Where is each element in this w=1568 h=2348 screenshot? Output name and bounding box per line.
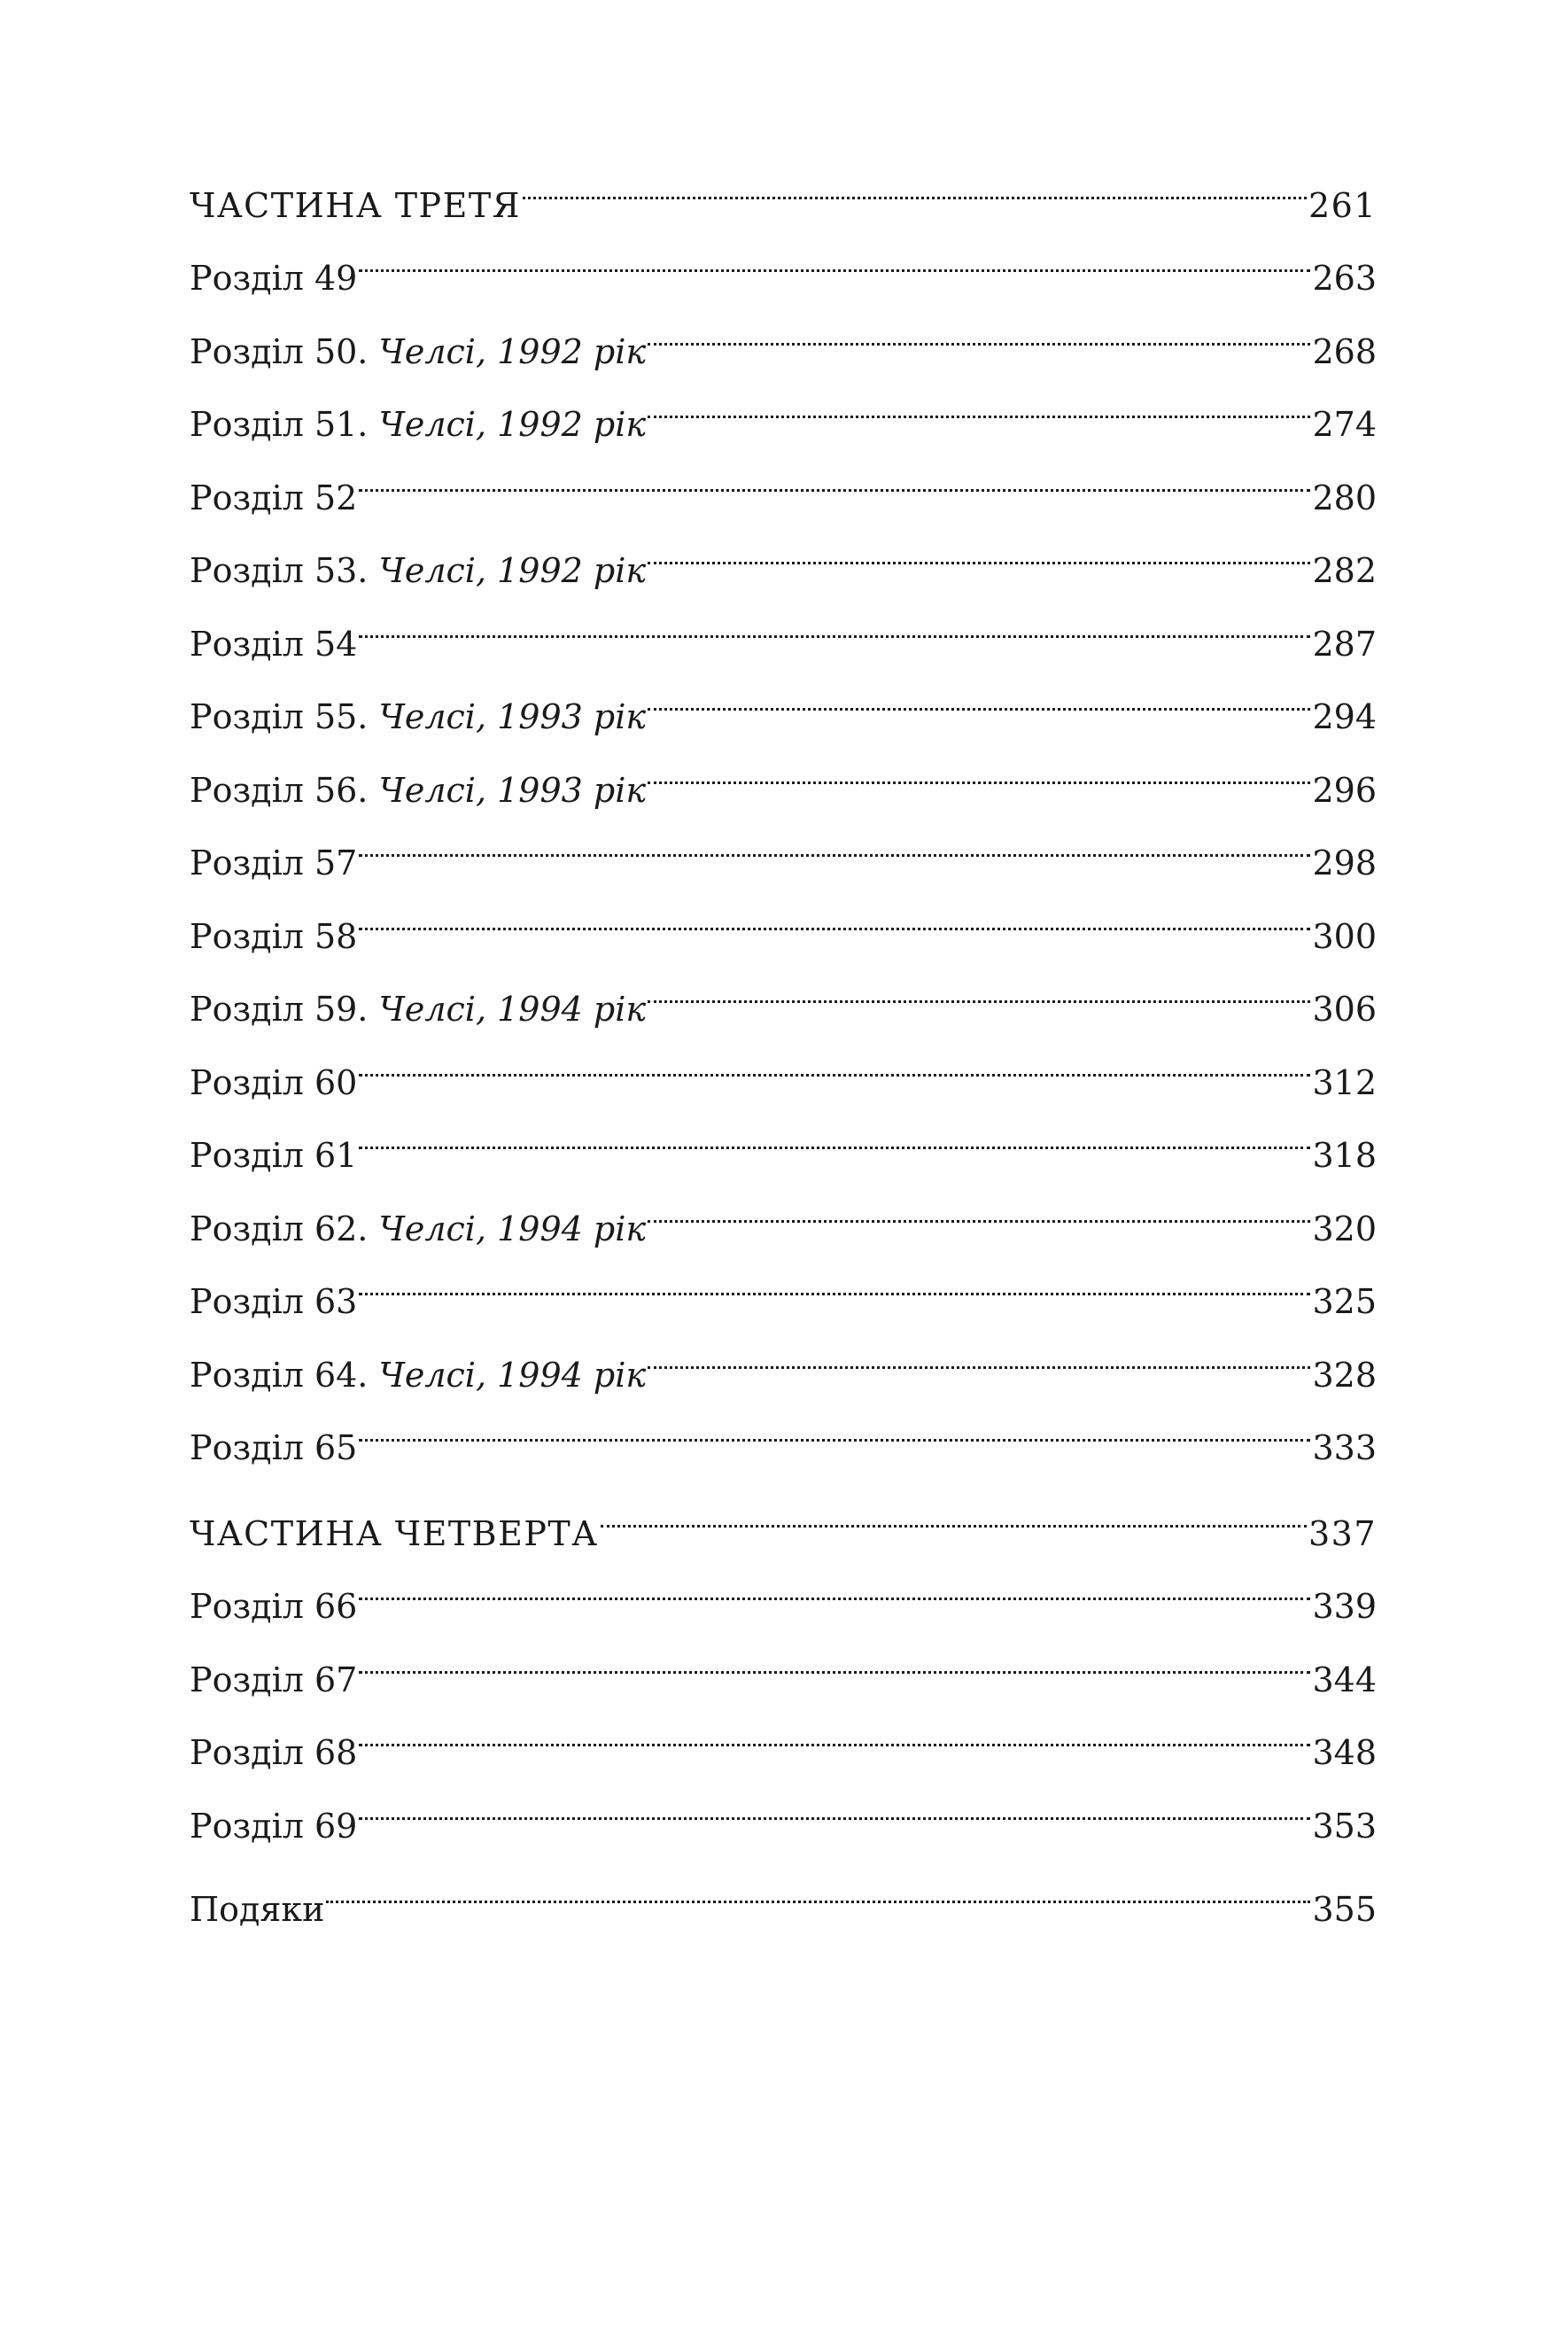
toc-entry-title: Розділ 55. Челсі, 1993 рік bbox=[190, 697, 647, 736]
toc-entry-title: Розділ 50. Челсі, 1992 рік bbox=[190, 331, 647, 371]
toc-entry-location: Челсі, 1994 рік bbox=[378, 990, 647, 1029]
toc-entry-page: 325 bbox=[1312, 1282, 1377, 1321]
toc-entry-chapter[interactable] bbox=[190, 656, 1377, 736]
toc-entry-chapter[interactable] bbox=[190, 1691, 1377, 1772]
dot-leader bbox=[359, 582, 1310, 656]
toc-entry-title: Розділ 69 bbox=[190, 1806, 358, 1846]
toc-entry-chapter[interactable] bbox=[190, 1387, 1377, 1467]
toc-entry-chapter[interactable] bbox=[190, 1094, 1377, 1175]
dot-leader bbox=[648, 948, 1310, 1022]
toc-entry-part[interactable] bbox=[190, 1472, 1377, 1553]
toc-entry-acknowledgements[interactable] bbox=[190, 1848, 1377, 1929]
toc-entry-title: Подяки bbox=[190, 1890, 325, 1929]
toc-entry-page: 298 bbox=[1312, 844, 1377, 882]
toc-entry-page: 296 bbox=[1312, 770, 1377, 810]
toc-entry-location: Челсі, 1992 рік bbox=[378, 405, 647, 444]
toc-entry-title: Розділ 67 bbox=[190, 1660, 358, 1699]
toc-entry-title: Розділ 52 bbox=[190, 478, 358, 517]
toc-entry-page: 339 bbox=[1312, 1587, 1377, 1626]
toc-entry-location: Челсі, 1992 рік bbox=[378, 331, 647, 371]
toc-entry-location: Челсі, 1992 рік bbox=[378, 551, 647, 590]
toc-entry-location: Челсі, 1994 рік bbox=[378, 1355, 647, 1395]
toc-entry-chapter[interactable] bbox=[190, 1764, 1377, 1846]
toc-entry-title: Розділ 61 bbox=[190, 1136, 358, 1175]
dot-leader bbox=[359, 1764, 1310, 1838]
dot-leader bbox=[648, 509, 1310, 583]
toc-entry-location: Челсі, 1994 рік bbox=[378, 1209, 647, 1248]
toc-entry-title: Розділ 64. Челсі, 1994 рік bbox=[190, 1355, 647, 1395]
toc-entry-chapter[interactable] bbox=[190, 1167, 1377, 1248]
dot-leader bbox=[648, 363, 1310, 437]
dot-leader bbox=[648, 728, 1310, 802]
toc-entry-page: 282 bbox=[1312, 551, 1377, 590]
toc-entry-page: 353 bbox=[1312, 1806, 1377, 1846]
toc-entry-title: Розділ 62. Челсі, 1994 рік bbox=[190, 1209, 647, 1248]
toc-entry-page: 261 bbox=[1308, 185, 1377, 225]
dot-leader bbox=[601, 1472, 1307, 1545]
toc-entry-page: 328 bbox=[1312, 1355, 1377, 1395]
toc-entry-title: ЧАСТИНА ЧЕТВЕРТА bbox=[190, 1513, 599, 1553]
dot-leader bbox=[326, 1848, 1310, 1922]
toc-entry-chapter[interactable] bbox=[190, 509, 1377, 590]
toc-entry-title: Розділ 66 bbox=[190, 1587, 358, 1626]
toc-entry-chapter[interactable] bbox=[190, 1618, 1377, 1699]
toc-entry-part[interactable] bbox=[190, 144, 1377, 225]
toc-entry-title: Розділ 59. Челсі, 1994 рік bbox=[190, 990, 647, 1029]
toc-entry-page: 355 bbox=[1312, 1890, 1377, 1929]
toc-entry-page: 280 bbox=[1312, 478, 1377, 517]
toc-entry-chapter[interactable] bbox=[190, 875, 1377, 956]
dot-leader bbox=[523, 144, 1307, 217]
toc-entry-page: 312 bbox=[1312, 1062, 1377, 1102]
toc-entry-title: Розділ 53. Челсі, 1992 рік bbox=[190, 551, 647, 590]
dot-leader bbox=[359, 875, 1310, 948]
toc-entry-page: 300 bbox=[1312, 916, 1377, 956]
dot-leader bbox=[648, 656, 1310, 729]
toc-entry-chapter[interactable] bbox=[190, 1240, 1377, 1321]
dot-leader bbox=[359, 1387, 1310, 1460]
toc-entry-title: Розділ 65 bbox=[190, 1428, 358, 1467]
dot-leader bbox=[359, 1240, 1310, 1314]
toc-entry-page: 348 bbox=[1312, 1733, 1377, 1772]
toc-entry-page: 337 bbox=[1308, 1513, 1377, 1553]
toc-entry-chapter[interactable] bbox=[190, 1313, 1377, 1395]
toc-entry-title: Розділ 51. Челсі, 1992 рік bbox=[190, 405, 647, 444]
dot-leader bbox=[359, 802, 1310, 875]
toc-entry-chapter[interactable] bbox=[190, 582, 1377, 664]
dot-leader bbox=[648, 1167, 1310, 1240]
toc-entry-page: 294 bbox=[1312, 697, 1377, 736]
dot-leader bbox=[359, 217, 1310, 291]
toc-entry-chapter[interactable] bbox=[190, 1545, 1377, 1626]
dot-leader bbox=[359, 436, 1310, 509]
toc-entry-page: 263 bbox=[1312, 259, 1377, 298]
toc-entry-chapter[interactable] bbox=[190, 290, 1377, 371]
toc-entry-page: 318 bbox=[1312, 1136, 1377, 1175]
dot-leader bbox=[359, 1691, 1310, 1765]
dot-leader bbox=[359, 1618, 1310, 1691]
toc-entry-location: Челсі, 1993 рік bbox=[378, 697, 647, 736]
toc-entry-location: Челсі, 1993 рік bbox=[378, 770, 647, 810]
toc-entry-chapter[interactable] bbox=[190, 1021, 1377, 1102]
toc-entry-title: ЧАСТИНА ТРЕТЯ bbox=[190, 185, 521, 225]
toc-entry-chapter[interactable] bbox=[190, 802, 1377, 882]
toc-entry-page: 287 bbox=[1312, 624, 1377, 664]
dot-leader bbox=[648, 1313, 1310, 1387]
dot-leader bbox=[359, 1094, 1310, 1168]
toc-entry-title: Розділ 63 bbox=[190, 1282, 358, 1321]
toc-entry-title: Розділ 60 bbox=[190, 1062, 358, 1102]
toc-entry-page: 320 bbox=[1312, 1209, 1377, 1248]
toc-entry-page: 274 bbox=[1312, 405, 1377, 444]
toc-entry-chapter[interactable] bbox=[190, 948, 1377, 1029]
toc-entry-title: Розділ 57 bbox=[190, 844, 358, 882]
toc-entry-title: Розділ 58 bbox=[190, 916, 358, 956]
dot-leader bbox=[359, 1545, 1310, 1619]
toc-entry-title: Розділ 49 bbox=[190, 259, 358, 298]
toc-entry-chapter[interactable] bbox=[190, 217, 1377, 298]
toc-entry-chapter[interactable] bbox=[190, 436, 1377, 517]
dot-leader bbox=[359, 1021, 1310, 1094]
dot-leader bbox=[648, 290, 1310, 363]
toc-entry-page: 333 bbox=[1312, 1428, 1377, 1467]
toc-entry-page: 344 bbox=[1312, 1660, 1377, 1699]
toc-entry-title: Розділ 68 bbox=[190, 1733, 358, 1772]
table-of-contents bbox=[190, 144, 1377, 1929]
toc-entry-title: Розділ 54 bbox=[190, 624, 358, 664]
toc-entry-page: 306 bbox=[1312, 990, 1377, 1029]
toc-entry-page: 268 bbox=[1312, 331, 1377, 371]
toc-entry-title: Розділ 56. Челсі, 1993 рік bbox=[190, 770, 647, 810]
